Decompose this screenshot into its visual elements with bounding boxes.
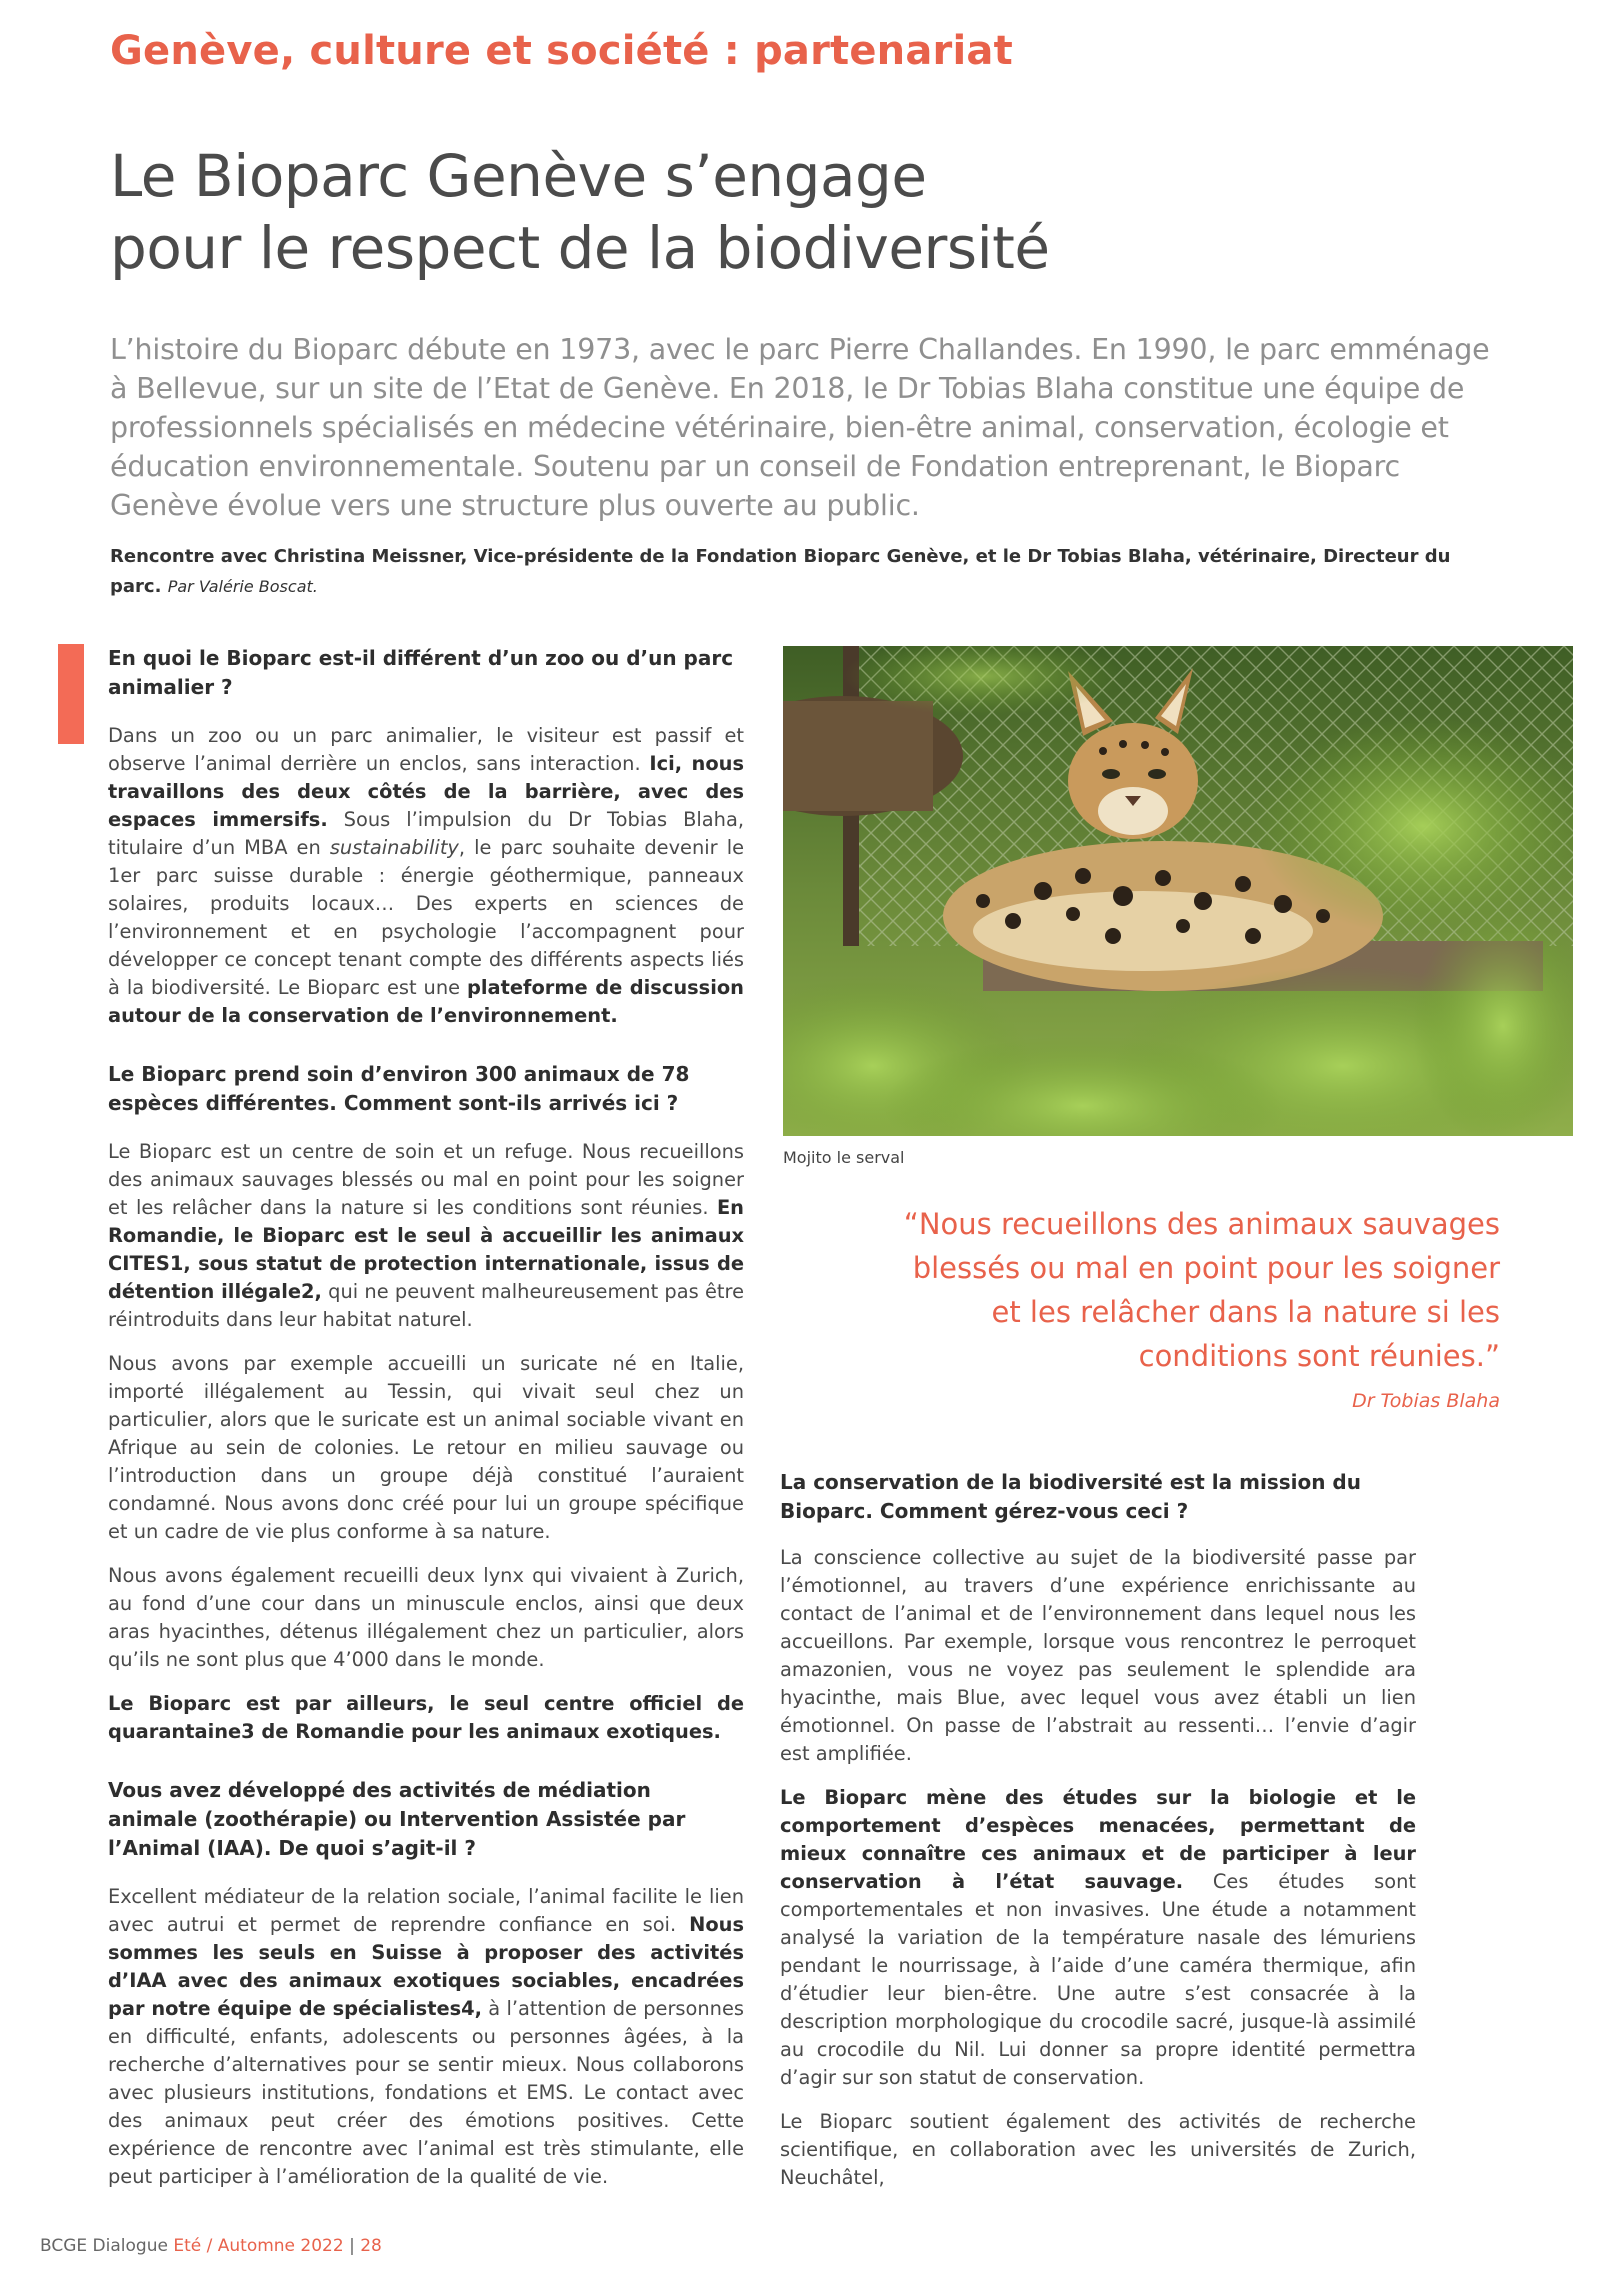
text-run: Excellent médiateur de la relation sociale, l’animal facilite le lien avec autrui et permet de reprendre confiance en soi.: [108, 1885, 744, 1936]
accent-bar: [58, 644, 84, 744]
bold-run: Ici, nous travaillons des deux côtés de la barrière, avec des espaces immersifs.: [108, 752, 744, 831]
footer-separator: |: [349, 2236, 355, 2256]
answer-paragraph: [108, 722, 744, 1030]
text-run: Dans un zoo ou un parc animalier, le visiteur est passif et observe l’animal derrière un enclos, sans interaction.: [108, 724, 744, 775]
text-run: Ces études sont comportementales et non invasives. Une étude a notamment analysé la variation de la température nasale des lémuriens pendant le nourrissage, à l’aide d’une caméra thermique, afin d’étudier leur bien-être. Une autre s’est consacrée à la description morphologique du crocodile sacré, jusque-là assimilé au crocodile du Nil. Lui donner sa propre identité permettra d’agir sur son statut de conservation.: [780, 1870, 1416, 2089]
pull-quote-author: Dr Tobias Blaha: [1352, 1390, 1500, 1412]
serval-photo: [783, 646, 1573, 1136]
photo-caption: Mojito le serval: [783, 1148, 905, 1167]
page-footer: [40, 2236, 382, 2256]
bold-run: Le Bioparc mène des études sur la biologie et le comportement d’espèces menacées, permettant de mieux connaître ces animaux et de participer à leur conservation à l’état sauvage.: [780, 1786, 1416, 1893]
publication-name: BCGE Dialogue: [40, 2236, 168, 2256]
lead-paragraph: L’histoire du Bioparc débute en 1973, avec le parc Pierre Challandes. En 1990, le parc emménage à Bellevue, sur un site de l’Etat de Genève. En 2018, le Dr Tobias Blaha constitue une équipe de professionnels spécialisés en médecine vétérinaire, bien-être animal, conservation, écologie et éducation environnementale. Soutenu par un conseil de Fondation entreprenant, le Bioparc Genève évolue vers une structure plus ouverte au public.: [110, 333, 1490, 522]
answer-paragraph: Le Bioparc soutient également des activités de recherche scientifique, en collaboration avec les universités de Zurich, Neuchâtel,: [780, 2110, 1416, 2189]
text-run: , le parc souhaite devenir le 1er parc suisse durable : énergie géothermique, panneaux solaires, produits locaux… Des experts en sciences de l’environnement et en psychologie l’accompagnent pour développer ce concept tenant compte des différents aspects liés à la biodiversité. Le Bioparc est une: [108, 836, 745, 999]
answer-paragraph: Nous avons par exemple accueilli un suricate né en Italie, importé illégalement au Tessin, qui vivait seul chez un particulier, alors que le suricate est un animal sociable vivant en Afrique au sein de colonies. Le retour en milieu sauvage ou l’introduction dans un groupe déjà constitué l’auraient condamné. Nous avons donc créé pour lui un groupe spécifique et un cadre de vie plus conforme à sa nature.: [108, 1352, 744, 1543]
answer-paragraph: [108, 1690, 744, 1746]
answer-paragraph: [108, 1138, 744, 1334]
interview-intro: [110, 542, 1490, 602]
byline: Par Valérie Boscat.: [167, 577, 318, 596]
page-title: [110, 140, 1410, 284]
answer-paragraph: [780, 1784, 1416, 2092]
right-column: [780, 1468, 1416, 2192]
bold-run: En Romandie, le Bioparc est le seul à accueillir les animaux CITES1, sous statut de protection internationale, issus de détention illégale2,: [108, 1196, 744, 1303]
text-run: à l’attention de personnes en difficulté, enfants, adolescents ou personnes âgées, à la recherche d’alternatives pour se sentir mieux. Nous collaborons avec plusieurs institutions, fondations et EMS. Le contact avec des animaux peut créer des émotions positives. Cette expérience de rencontre avec l’animal est très stimulante, elle peut participer à l’amélioration de la qualité de vie.: [108, 1997, 744, 2188]
intro-text: Rencontre avec Christina Meissner, Vice-présidente de la Fondation Bioparc Genève, et le Dr Tobias Blaha, vétérinaire, Directeur du parc.: [110, 546, 1451, 597]
answer-paragraph: [108, 1883, 744, 2191]
bold-run: Nous sommes les seuls en Suisse à proposer des activités d’IAA avec des animaux exotiques sociables, encadrées par notre équipe de spécialistes4,: [108, 1913, 744, 2020]
publication-season: Eté / Automne 2022: [173, 2236, 344, 2256]
page-number: 28: [360, 2236, 382, 2256]
answer-paragraph: Nous avons également recueilli deux lynx qui vivaient à Zurich, au fond d’une cour dans un minuscule enclos, ainsi que deux aras hyacinthes, détenus illégalement chez un particulier, alors qu’ils ne sont plus que 4’000 dans le monde.: [108, 1564, 744, 1671]
text-run: qui ne peuvent malheureusement pas être réintroduits dans leur habitat naturel.: [108, 1280, 745, 1331]
title-line-1: Le Bioparc Genève s’engage: [110, 142, 927, 210]
question-heading: La conservation de la biodiversité est la mission du Bioparc. Comment gérez-vous ceci ?: [780, 1470, 1361, 1523]
italic-run: sustainability: [329, 836, 459, 859]
left-column: [108, 644, 744, 2191]
text-run: Sous l’impulsion du Dr Tobias Blaha, titulaire d’un MBA en: [108, 808, 744, 859]
pull-quote: “Nous recueillons des animaux sauvages blessés ou mal en point pour les soigner et les relâcher dans la nature si les conditions sont réunies.”: [903, 1207, 1500, 1373]
title-line-2: pour le respect de la biodiversité: [110, 214, 1050, 282]
question-heading: En quoi le Bioparc est-il différent d’un zoo ou d’un parc animalier ?: [108, 646, 734, 699]
question-heading: Le Bioparc prend soin d’environ 300 animaux de 78 espèces différentes. Comment sont-ils arrivés ici ?: [108, 1062, 690, 1115]
section-kicker: Genève, culture et société : partenariat: [110, 28, 1013, 74]
bold-run: plateforme de discussion autour de la conservation de l’environnement.: [108, 976, 744, 1027]
text-run: Le Bioparc est un centre de soin et un refuge. Nous recueillons des animaux sauvages blessés ou mal en point pour les soigner et les relâcher dans la nature si les conditions sont réunies.: [108, 1140, 744, 1219]
answer-paragraph: La conscience collective au sujet de la biodiversité passe par l’émotionnel, au travers d’une expérience enrichissante au contact de l’animal et de l’environnement dans lequel nous les accueillons. Par exemple, lorsque vous rencontrez le perroquet amazonien, vous ne voyez pas seulement le splendide ara hyacinthe, mais Blue, avec lequel vous avez établi un lien émotionnel. On passe de l’abstrait au ressenti… l’envie d’agir est amplifiée.: [780, 1546, 1416, 1765]
question-heading: Vous avez développé des activités de médiation animale (zoothérapie) ou Intervention Assistée par l’Animal (IAA). De quoi s’agit-il ?: [108, 1778, 686, 1860]
bold-run: Le Bioparc est par ailleurs, le seul centre officiel de quarantaine3 de Romandie pour les animaux exotiques.: [108, 1692, 744, 1743]
